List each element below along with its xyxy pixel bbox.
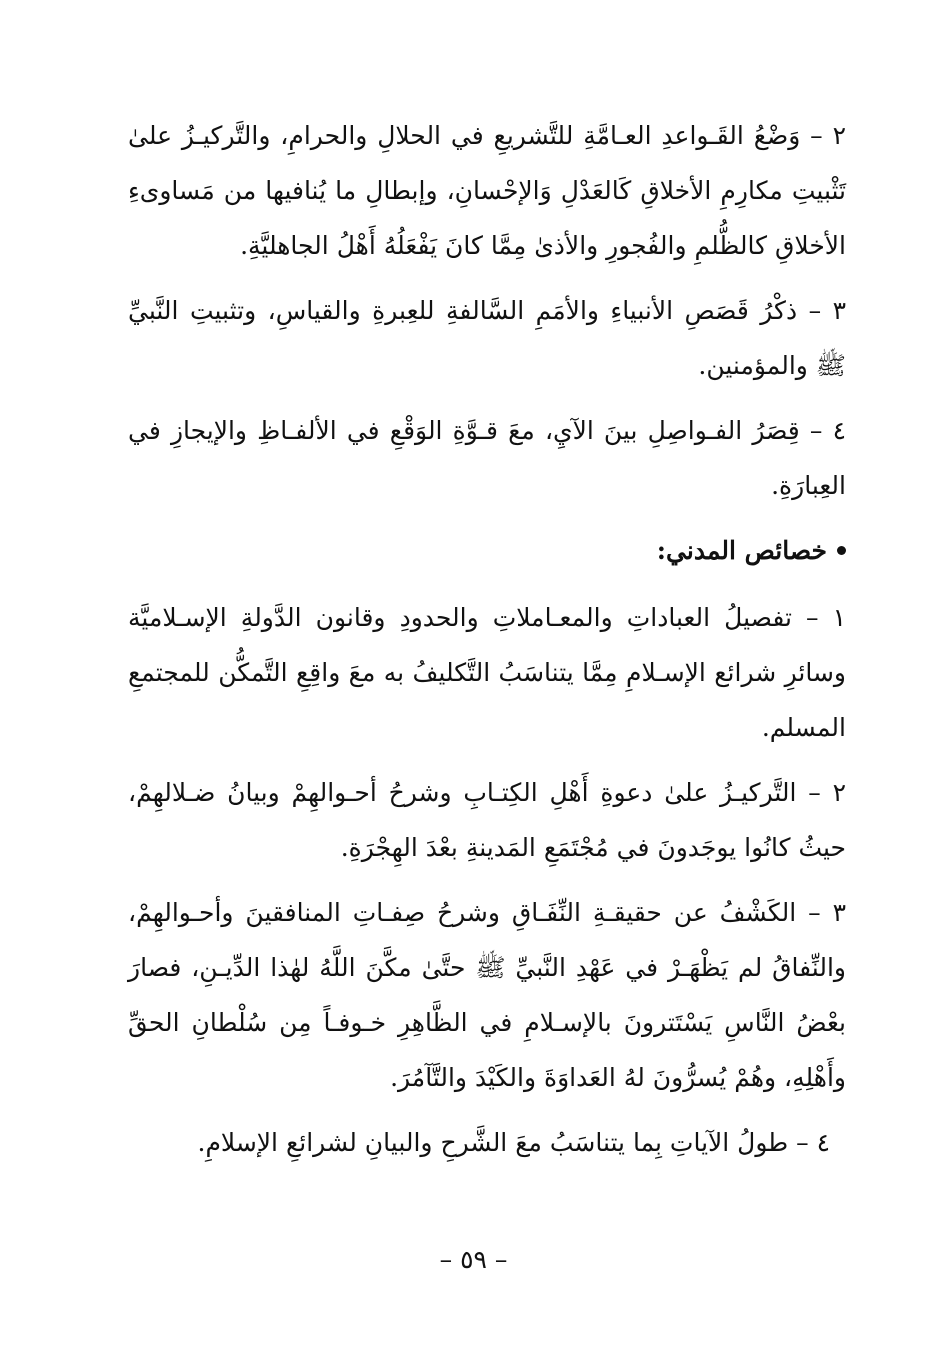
page-body [128, 108, 846, 1180]
madani-feature-2-paragraph: ٢ – التَّركيـزُ علىٰ دعوةِ أَهْلِ الكِتـابِ وشرحُ أحـوالهِمْ وبيانُ ضـلالهِمْ، حيثُ كانُوا يوجَدونَ في مُجْتَمَعِ المَدينةِ بعْدَ الهِجْرَةِ. [128, 778, 846, 862]
makki-feature-2-paragraph: ٢ – وَضْعُ القَـواعدِ العـامَّةِ للتَّشريعِ في الحلالِ والحرامِ، والتَّركيـزُ علىٰ تَثْبيتِ مكارِمِ الأخلاقِ كَالعَدْلِ وَالإحْسانِ، وإبطالِ ما يُنافيها من مَساوىءِ الأخلاقِ كالظُّلمِ والفُجورِ والأذىٰ مِمَّا كانَ يَفْعَلُهُ أَهْلُ الجاهليَّةِ. [128, 121, 846, 260]
makki-feature-4-paragraph: ٤ – قِصَرُ الفـواصِلِ بينَ الآيِ، معَ قـوَّةِ الوَقْعِ في الألفـاظِ والإيجازِ في العِبارَةِ. [128, 416, 846, 500]
madani-feature-1-paragraph: ١ – تفصيلُ العباداتِ والمعـاملاتِ والحدودِ وقانون الدَّولةِ الإسـلاميَّة وسائرِ شرائع الإسـلامِ مِمَّا يتناسَبُ التَّكليفُ به معَ واقِعِ التَّمكُّن للمجتمعِ المسلم. [128, 603, 846, 742]
makki-feature-3-paragraph: ٣ – ذكْرُ قَصَصِ الأنبياءِ والأمَمِ السَّالفةِ للعِبرةِ والقياسِ، وتثبيتِ النَّبيِّ ﷺ والمؤمنين. [128, 296, 846, 380]
page-number: – ٥٩ – [439, 1245, 508, 1274]
bullet-icon [837, 546, 846, 555]
madani-feature-4-paragraph: ٤ – طولُ الآياتِ بِما يتناسَبُ معَ الشَّرحِ والبيانِ لشرائعِ الإسلامِ. [197, 1128, 830, 1157]
madani-features-heading-text: خصائص المدني: [656, 536, 827, 565]
madani-features-heading [128, 523, 846, 578]
madani-feature-3-paragraph: ٣ – الكَشْفُ عن حقيقـةِ النِّفَـاقِ وشرحُ صِفـاتِ المنافقينَ وأحـوالهِمْ، والنِّفاقُ لم يَظْهَـرْ في عَهْدِ النَّبيِّ ﷺ حتَّىٰ مكَّنَ اللَّهُ لهٰذا الدِّيـنِ، فصارَ بعْضُ النَّاسِ يَسْتَترونَ بالإسـلامِ في الظَّاهِرِ خـوفـاً مِن سُلْطانِ الحقِّ وأَهْلِهِ، وهُمْ يُسرُّونَ لهُ العَداوَةَ والكَيْدَ والتَّآمُرَ. [128, 898, 846, 1092]
